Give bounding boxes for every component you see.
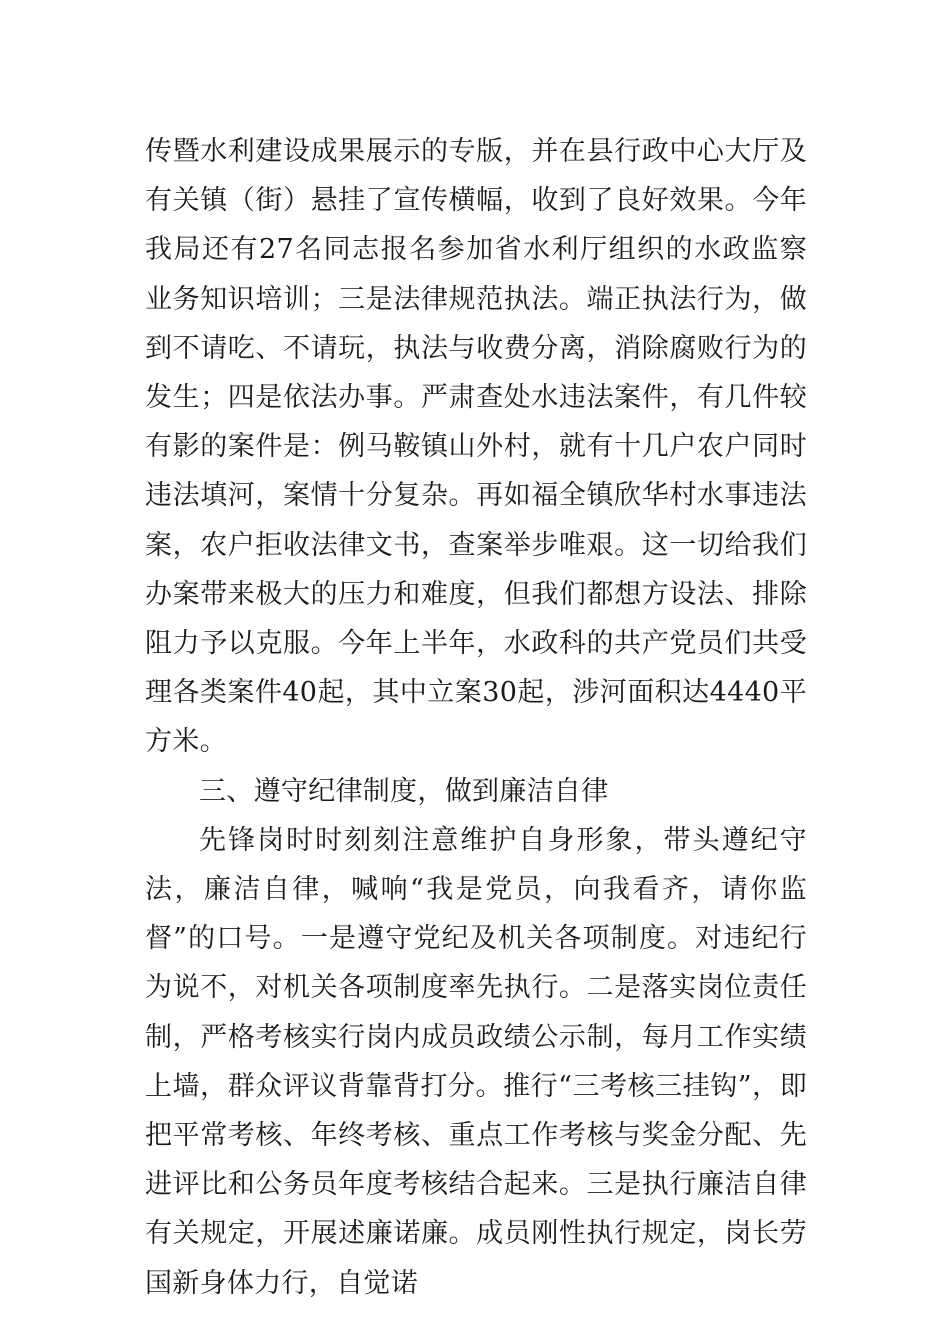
paragraph-continued: 传暨水利建设成果展示的专版，并在县行政中心大厅及有关镇（街）悬挂了宣传横幅，收到了良好效果。今年我局还有27名同志报名参加省水利厅组织的水政监察业务知识培训；三是法律规范执法。端正执法行为，做到不请吃、不请玩，执法与收费分离，消除腐败行为的发生；四是依法办事。严肃查处水违法案件，有几件较有影的案件是：例马鞍镇山外村，就有十几户农户同时违法填河，案情十分复杂。再如福全镇欣华村水事违法案，农户拒收法律文书，查案举步唯艰。这一切给我们办案带来极大的压力和难度，但我们都想方设法、排除阻力予以克服。今年上半年，水政科的共产党员们共受理各类案件40起，其中立案30起，涉河面积达4440平方米。 <box>145 136 807 758</box>
section-heading-three: 三、遵守纪律制度，做到廉洁自律 <box>199 775 609 807</box>
document-body <box>145 127 807 1308</box>
paragraph-discipline: 先锋岗时时刻刻注意维护自身形象，带头遵纪守法，廉洁自律，喊响“我是党员，向我看齐，请你监督”的口号。一是遵守党纪及机关各项制度。对违纪行为说不，对机关各项制度率先执行。二是落实岗位责任制，严格考核实行岗内成员政绩公示制，每月工作实绩上墙，群众评议背靠背打分。推行“三考核三挂钩”，即把平常考核、年终考核、重点工作考核与奖金分配、先进评比和公务员年度考核结合起来。三是执行廉洁自律有关规定，开展述廉诺廉。成员刚性执行规定，岗长劳国新身体力行，自觉诺 <box>145 824 807 1299</box>
